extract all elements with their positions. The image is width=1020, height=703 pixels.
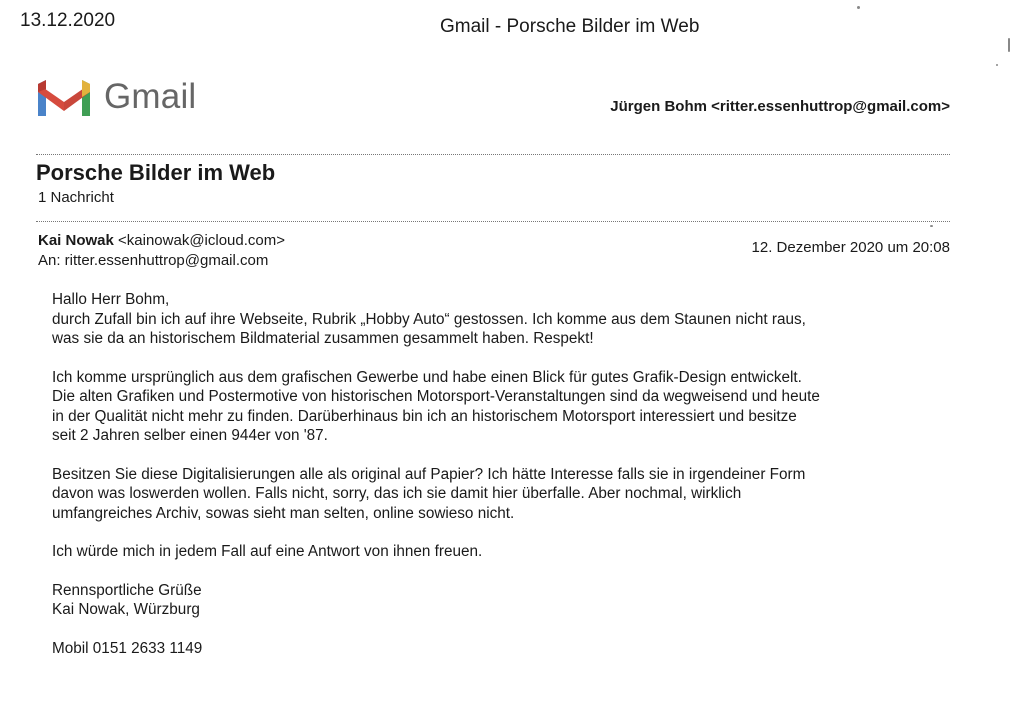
- scan-speck: [1008, 38, 1010, 52]
- body-line: Die alten Grafiken und Postermotive von historischen Motorsport-Veranstaltungen sind da wegweisend und heute: [52, 388, 820, 405]
- scan-speck: [996, 64, 998, 66]
- sender-name: Kai Nowak: [38, 232, 114, 249]
- header-divider: [36, 154, 950, 155]
- account-owner: Jürgen Bohm <ritter.essenhuttrop@gmail.com>: [610, 98, 950, 115]
- scan-speck: [930, 225, 933, 227]
- body-paragraph: [52, 290, 962, 349]
- body-paragraph: [52, 368, 962, 446]
- phone-block: [52, 639, 962, 659]
- closing-line: Rennsportliche Grüße: [52, 581, 202, 599]
- message-body: [52, 290, 962, 677]
- body-paragraph: [52, 465, 962, 524]
- signature: [52, 581, 962, 620]
- phone-number: Mobil 0151 2633 1149: [52, 639, 203, 657]
- signature-name: Kai Nowak, Würzburg: [52, 601, 200, 618]
- sender-email: <kainowak@icloud.com>: [118, 232, 286, 249]
- body-paragraph: [52, 542, 962, 562]
- body-line: umfangreiches Archiv, sowas sieht man selten, online sowieso nicht.: [52, 504, 515, 522]
- body-line: in der Qualität nicht mehr zu finden. Darüberhinaus bin ich an historischem Motorsport interessiert und besitze: [52, 407, 797, 425]
- body-line: Ich würde mich in jedem Fall auf eine Antwort von ihnen freuen.: [52, 543, 483, 560]
- gmail-logo: [36, 76, 196, 118]
- thread-subject: Porsche Bilder im Web: [36, 160, 276, 185]
- gmail-m-icon: [36, 76, 92, 118]
- greeting: Hallo Herr Bohm,: [52, 291, 170, 308]
- thread-divider: [36, 221, 950, 222]
- scan-speck: [857, 6, 860, 9]
- body-line: seit 2 Jahren selber einen 944er von '87.: [52, 427, 328, 444]
- body-line: durch Zufall bin ich auf ihre Webseite, Rubrik „Hobby Auto“ gestossen. Ich komme aus dem Staunen nicht raus,: [52, 310, 806, 328]
- message-sender: [38, 232, 285, 249]
- message-date: 12. Dezember 2020 um 20:08: [751, 239, 950, 256]
- message-count: 1 Nachricht: [38, 189, 114, 206]
- body-line: was sie da an historischem Bildmaterial zusammen gesammelt haben. Respekt!: [52, 330, 594, 347]
- print-title: Gmail - Porsche Bilder im Web: [440, 16, 700, 37]
- body-line: Besitzen Sie diese Digitalisierungen alle als original auf Papier? Ich hätte Interesse falls sie in irgendeiner Form: [52, 465, 806, 483]
- body-line: davon was loswerden wollen. Falls nicht, sorry, das ich sie damit hier überfalle. Aber nochmal, wirklich: [52, 485, 742, 502]
- print-date: 13.12.2020: [20, 10, 116, 31]
- message-recipient: An: ritter.essenhuttrop@gmail.com: [38, 252, 269, 269]
- gmail-wordmark: Gmail: [104, 77, 197, 116]
- body-line: Ich komme ursprünglich aus dem grafischen Gewerbe und habe einen Blick für gutes Grafik-Design entwickelt.: [52, 368, 802, 386]
